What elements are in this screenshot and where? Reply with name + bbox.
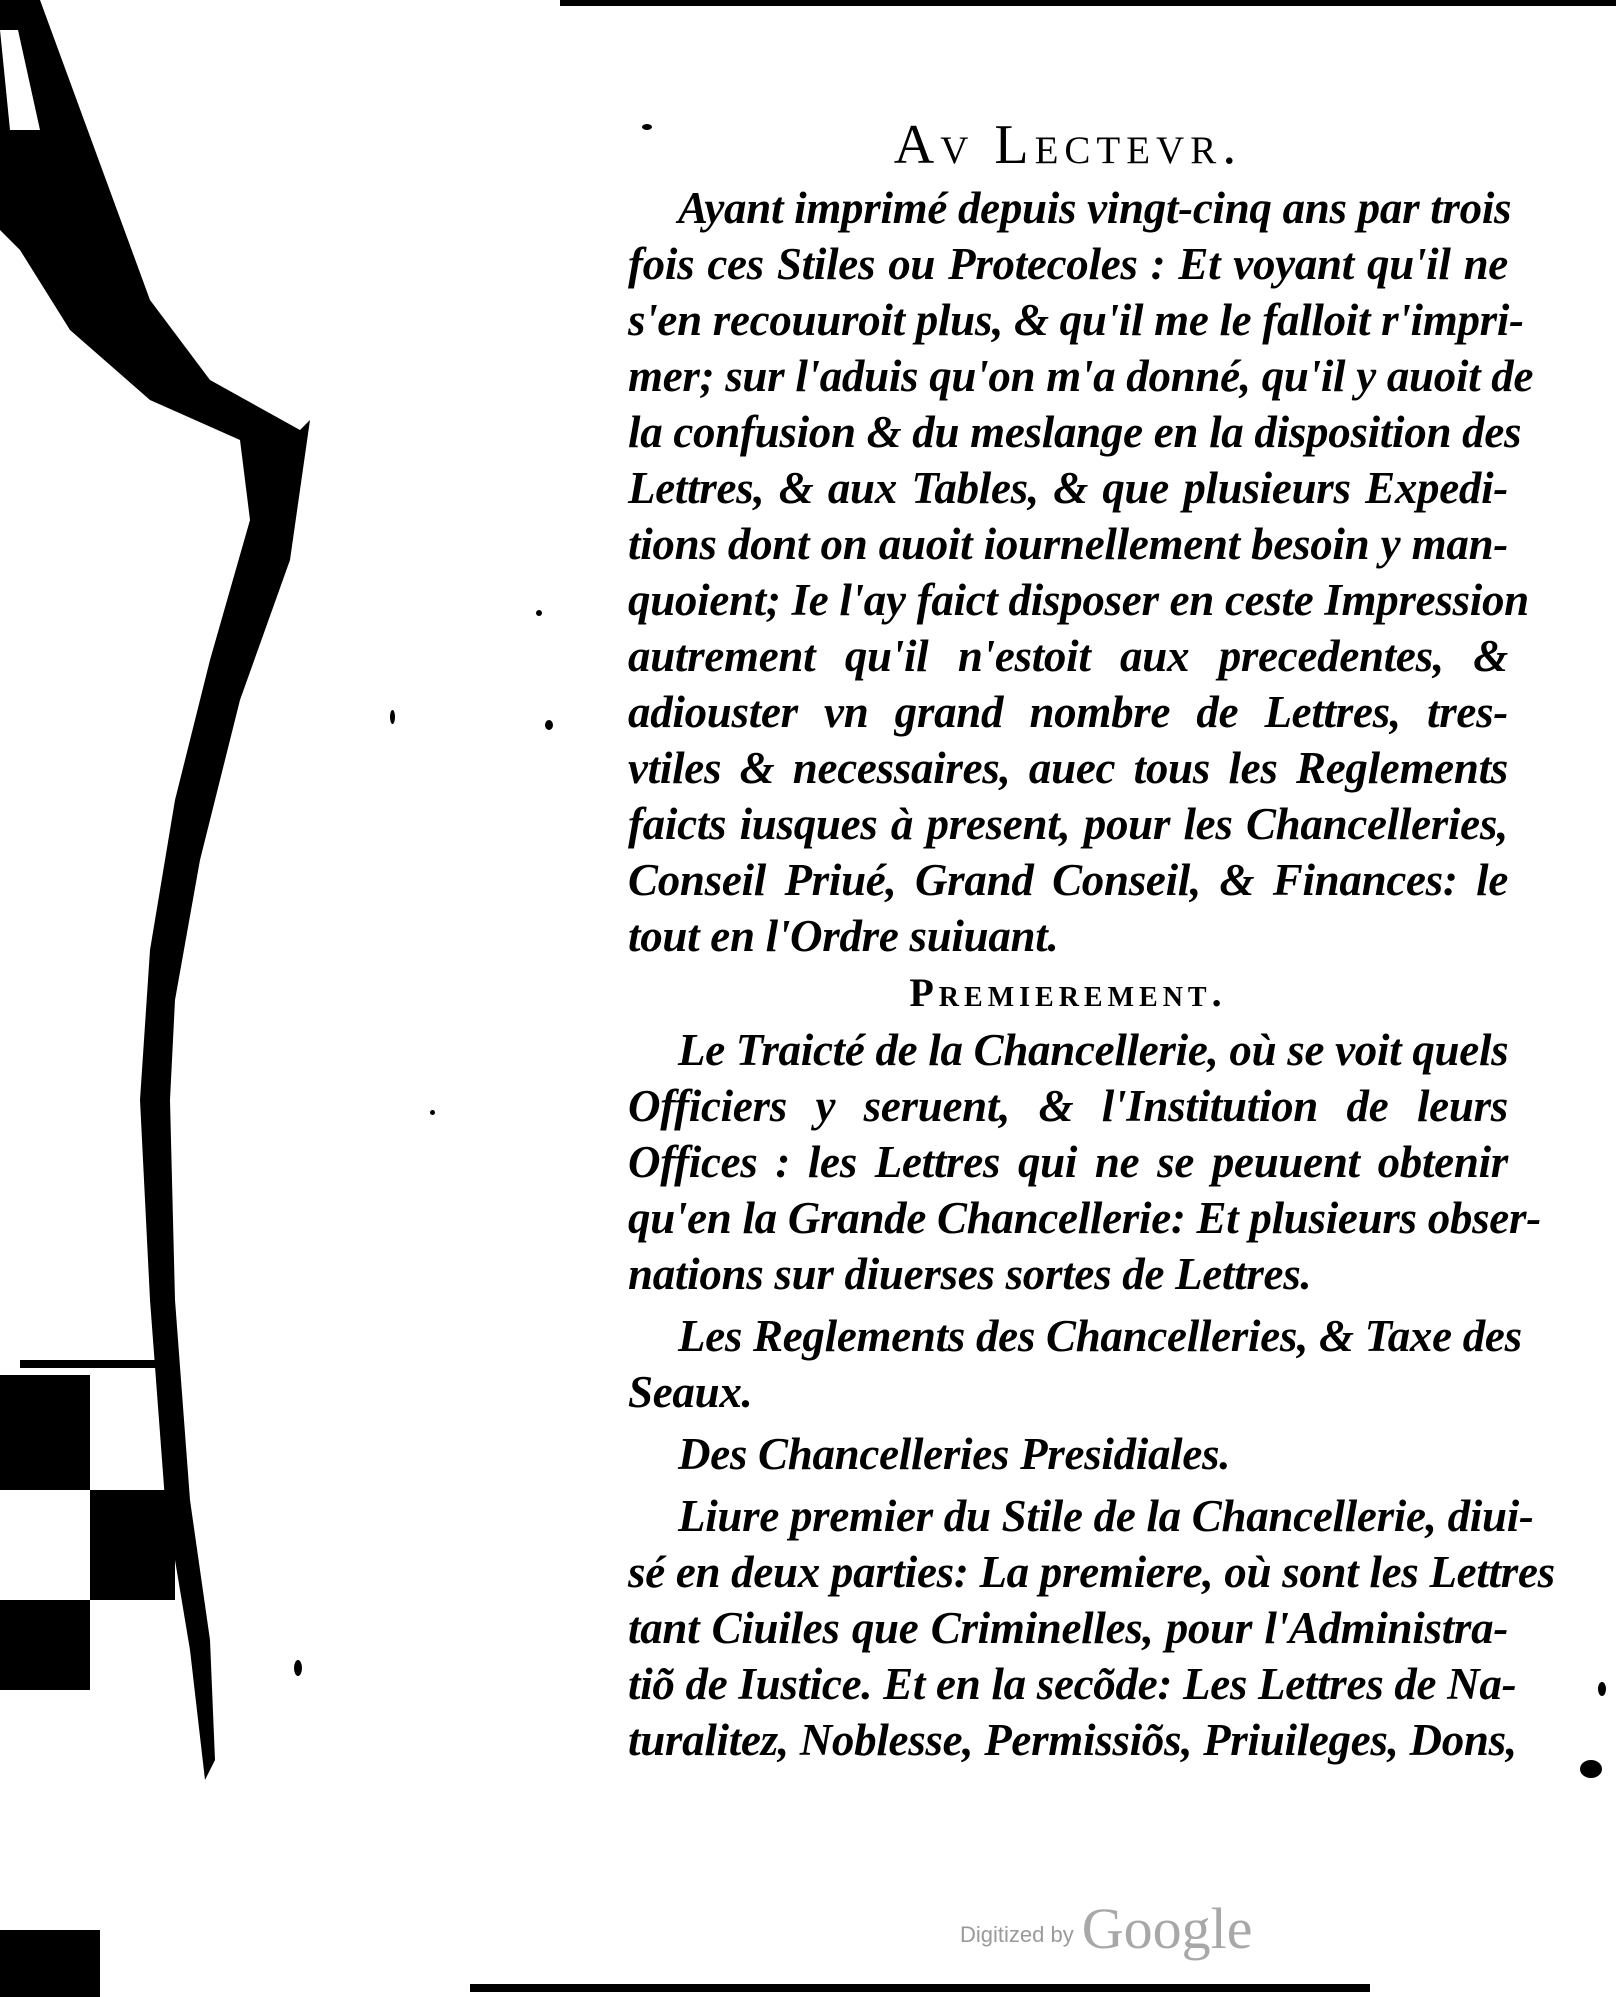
scan-speck <box>430 1110 435 1115</box>
top-edge-shadow <box>560 0 1616 6</box>
text-line: faicts iusques à present, pour les Chancelleries, <box>628 799 1508 849</box>
intro-paragraph <box>628 180 1534 964</box>
contents-entry <box>628 1308 1522 1420</box>
contents-entry <box>628 1488 1555 1768</box>
text-line: s'en recouuroit plus, & qu'il me le falloit r'impri- <box>628 295 1524 345</box>
text-line: Ayant imprimé depuis vingt-cinq ans par trois <box>678 183 1512 233</box>
watermark-brand: Google <box>1081 1896 1253 1961</box>
text-line: Des Chancelleries Presidiales. <box>678 1429 1231 1479</box>
text-line: tions dont on auoit iournellement besoin y man- <box>628 519 1508 569</box>
text-line: Les Reglements des Chancelleries, & Taxe des <box>678 1311 1522 1361</box>
contents-entry <box>628 1022 1541 1302</box>
page-heading: Av Lectevr. <box>893 114 1243 176</box>
bottom-edge-shadow <box>470 1984 1370 1992</box>
scan-speck <box>1580 1760 1602 1778</box>
text-line: autrement qu'il n'estoit aux precedentes, & <box>628 631 1508 681</box>
corner-shadow <box>0 1930 100 1997</box>
text-line: vtiles & necessaires, auec tous les Reglements <box>628 743 1508 793</box>
text-line: Seaux. <box>628 1367 753 1417</box>
text-line: Liure premier du Stile de la Chancellerie, diui- <box>678 1491 1534 1541</box>
page-text <box>628 110 1555 1768</box>
text-line: tout en l'Ordre suiuant. <box>628 911 1059 961</box>
scan-speck <box>390 710 395 724</box>
text-line: sé en deux parties: La premiere, où sont les Lettres <box>628 1547 1555 1597</box>
text-line: Offices : les Lettres qui ne se peuuent obtenir <box>628 1137 1508 1187</box>
text-line: tant Ciuiles que Criminelles, pour l'Administra- <box>628 1603 1508 1653</box>
text-line: Lettres, & aux Tables, & que plusieurs Expedi- <box>628 463 1508 513</box>
text-line: qu'en la Grande Chancellerie: Et plusieurs obser- <box>628 1193 1541 1243</box>
binding-edge-artifact <box>0 0 360 1997</box>
text-line: turalitez, Noblesse, Permissiõs, Priuileges, Dons, <box>628 1715 1517 1765</box>
scan-speck <box>294 1660 302 1676</box>
text-line: fois ces Stiles ou Protecoles : Et voyant qu'il ne <box>628 239 1508 289</box>
text-line: adiouster vn grand nombre de Lettres, tres- <box>628 687 1508 737</box>
text-line: Conseil Priué, Grand Conseil, & Finances: le <box>628 855 1508 905</box>
digitized-watermark <box>960 1888 1300 1961</box>
scan-speck <box>545 720 553 730</box>
text-line: tiõ de Iustice. Et en la secõde: Les Lettres de Na- <box>628 1659 1517 1709</box>
scan-speck <box>208 1732 212 1746</box>
text-line: quoient; Ie l'ay faict disposer en ceste Impression <box>628 575 1529 625</box>
text-line: la confusion & du meslange en la disposition des <box>628 407 1522 457</box>
watermark-prefix: Digitized by <box>960 1922 1074 1947</box>
text-line: mer; sur l'aduis qu'on m'a donné, qu'il y auoit de <box>628 351 1534 401</box>
text-line: nations sur diuerses sortes de Lettres. <box>628 1249 1312 1299</box>
section-subheading: Premierement. <box>909 970 1227 1015</box>
scan-speck <box>536 610 542 616</box>
text-line: Le Traicté de la Chancellerie, où se voit quels <box>678 1025 1509 1075</box>
contents-entry <box>628 1426 1508 1482</box>
scan-speck <box>1598 1682 1606 1696</box>
text-line: Officiers y seruent, & l'Institution de leurs <box>628 1081 1508 1131</box>
